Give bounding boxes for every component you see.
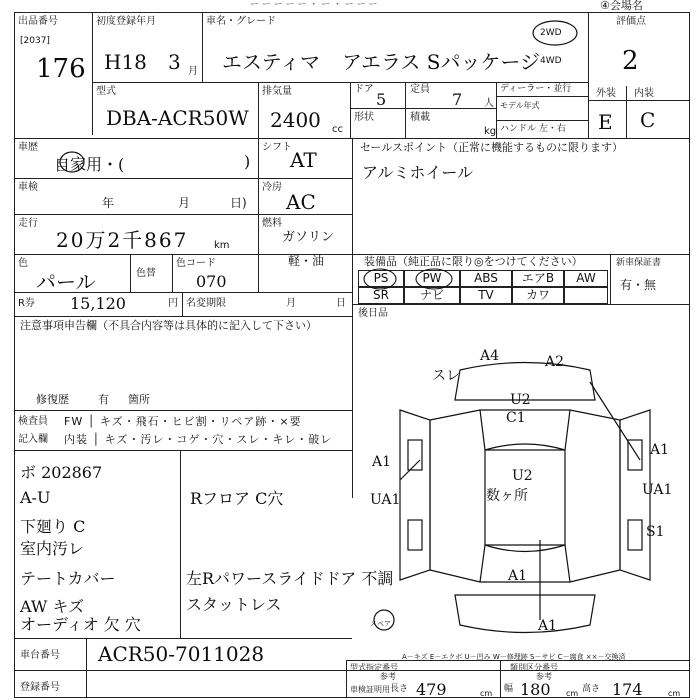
capacity-label: 定員 xyxy=(410,84,430,95)
equip-sr: SR xyxy=(358,287,404,304)
history-close: ) xyxy=(244,152,251,171)
mileage-value: 20万2千867 xyxy=(56,228,189,252)
model-grade: アエラス Sパッケージ xyxy=(342,50,541,74)
inspector-row2: 内装 │ キズ・汚レ・コゲ・穴・スレ・キレ・破レ xyxy=(64,433,333,446)
width-unit: cm xyxy=(566,689,579,698)
lot-sub-code: [2037] xyxy=(20,36,50,46)
header-top-text: ー ー ー ー ー ・ ー ・ ー ー ー xyxy=(250,0,378,10)
aircon-label: 冷房 xyxy=(262,182,282,193)
width-value: 180 xyxy=(520,680,551,699)
mark-bottom-a1-2: A1 xyxy=(538,618,558,634)
inspection-year: 年 xyxy=(102,196,115,210)
chassis-value: ACR50-7011028 xyxy=(98,642,265,666)
inspection-month: 月 xyxy=(178,196,191,210)
repair-value: 有 xyxy=(98,393,109,406)
model-label: 車名・グレード xyxy=(206,16,276,27)
mark-top-a2: A2 xyxy=(545,354,565,370)
handle-label: ハンドル 左・右 xyxy=(500,124,566,134)
equipment-label: 装備品（純正品に限り◎をつけてください） xyxy=(364,255,583,268)
mark-left-a1: A1 xyxy=(372,454,392,470)
first-registration-year: H18 xyxy=(104,50,147,74)
mileage-unit: km xyxy=(214,240,230,251)
model-year-label: モデル年式 xyxy=(500,101,540,110)
drive-4wd: 4WD xyxy=(540,56,562,66)
inspection-day: 日) xyxy=(230,196,247,210)
equip-pw: PW xyxy=(404,270,460,287)
color-value: パール xyxy=(36,270,96,294)
first-registration-month: 3 xyxy=(168,50,181,74)
aircon-value: AC xyxy=(286,190,316,214)
car-damage-diagram xyxy=(360,330,690,650)
mark-right-s1: S1 xyxy=(646,524,665,540)
displacement-unit: cc xyxy=(332,124,343,135)
length-unit: cm xyxy=(480,689,493,698)
remark-right-3: スタットレス xyxy=(186,595,282,614)
mark-top-scratch: スレ xyxy=(432,368,460,384)
notes-label: 注意事項申告欄（不具合内容等は具体的に記入して下さい） xyxy=(20,319,317,332)
drive-circle-mark xyxy=(530,18,580,48)
first-registration-month-unit: 月 xyxy=(188,66,198,77)
exterior-grade-label: 外装 xyxy=(596,88,616,99)
mark-roof-u2: U2 xyxy=(510,392,531,408)
capacity-unit: 人 xyxy=(484,98,494,109)
remark-left-5: テートカバー xyxy=(20,569,116,588)
exterior-grade: E xyxy=(598,110,613,134)
color-code: 070 xyxy=(196,272,227,291)
width-label: 幅 xyxy=(504,684,514,694)
load-label: 積載 xyxy=(410,112,430,123)
inspector-row1: FW │ キズ・飛石・ヒビ割・リペア跡・×要 xyxy=(64,415,302,428)
type-designation-label: 型式指定番号 xyxy=(350,663,398,672)
length-label: 長さ xyxy=(390,684,409,694)
history-label: 車歴 xyxy=(18,142,38,153)
equipment-circle-marks xyxy=(360,266,470,292)
score-label: 評価点 xyxy=(616,16,646,27)
type-code-label: 型式 xyxy=(96,86,116,97)
shape-label: 形状 xyxy=(354,112,374,123)
equip-airbag: エアB xyxy=(512,270,564,287)
remark-left-6: AW キズ xyxy=(20,597,85,616)
cert-label: 車検証明用 xyxy=(350,685,390,694)
repair-place: 箇所 xyxy=(128,393,150,406)
height-value: 174 xyxy=(612,680,643,699)
equip-tv: TV xyxy=(460,287,512,304)
doors-value: 5 xyxy=(376,90,387,109)
fuel-label: 燃料 xyxy=(262,218,282,229)
remark-right-1: Rフロア C穴 xyxy=(190,489,284,508)
registration-no-label: 登録番号 xyxy=(20,682,60,693)
repair-label: 修復歴 xyxy=(36,393,69,406)
mark-right-ua1: UA1 xyxy=(642,482,673,498)
remark-left-4: 室内汚レ xyxy=(20,539,85,558)
spare-label: スペア xyxy=(370,620,391,628)
type-designation-ref: 参考 xyxy=(380,672,396,681)
interior-grade: C xyxy=(640,108,656,132)
history-circle-mark xyxy=(58,150,86,174)
recycle-value: 15,120 xyxy=(70,294,126,313)
shift-label: シフト xyxy=(262,142,292,153)
height-unit: cm xyxy=(668,689,681,698)
inspector-entry-label: 記入欄 xyxy=(18,434,48,445)
length-value: 479 xyxy=(416,680,447,699)
shift-value: AT xyxy=(290,148,317,172)
remark-left-1: ボ 202867 xyxy=(20,463,103,482)
color-change-label: 色替 xyxy=(136,268,156,279)
color-label: 色 xyxy=(18,258,28,269)
remark-left-3: 下廻り C xyxy=(20,517,86,536)
new-car-warranty-value: 有・無 xyxy=(620,278,657,292)
fuel-value: ガソリン xyxy=(282,230,335,245)
chassis-label: 車台番号 xyxy=(20,650,60,661)
interior-grade-label: 内装 xyxy=(634,88,654,99)
displacement-value: 2400 xyxy=(270,108,321,132)
recycle-unit: 円 xyxy=(168,298,178,309)
inspection-label: 車検 xyxy=(18,182,38,193)
equip-abs: ABS xyxy=(460,270,512,287)
new-car-warranty-label: 新車保証書 xyxy=(616,258,662,268)
fuel-options: 軽・油 xyxy=(288,254,325,268)
equip-leather: カワ xyxy=(512,287,564,304)
mark-right-a1: A1 xyxy=(650,442,670,458)
displacement-label: 排気量 xyxy=(262,86,292,97)
color-code-label: 色コード xyxy=(176,258,216,269)
venue-label: ④会場名 xyxy=(600,0,643,12)
capacity-value: 7 xyxy=(452,90,463,109)
remark-right-2: 左Rパワースライドドア 不調 xyxy=(186,569,394,588)
category-ref: 参考 xyxy=(536,672,552,681)
category-label: 類別区分番号 xyxy=(510,663,558,672)
damage-legend: A－キズ E－エクボ U－凹み W－修理跡 S－サビ C－腐食 ××－交換済 xyxy=(402,653,626,661)
equip-ps: PS xyxy=(358,270,404,287)
type-code-value: DBA-ACR50W xyxy=(106,106,249,130)
equip-empty xyxy=(564,287,608,304)
equip-aw: AW xyxy=(564,270,608,287)
remark-left-7: オーディオ 欠 穴 xyxy=(20,615,141,634)
remark-left-2: A-U xyxy=(20,488,51,507)
dealer-label: ディーラー・並行 xyxy=(500,84,572,94)
mark-roof-c1: C1 xyxy=(506,410,526,426)
doors-label: ドア xyxy=(354,84,374,95)
lot-label: 出品番号 xyxy=(18,16,58,27)
mark-bottom-a1: A1 xyxy=(508,568,528,584)
mark-top-a4: A4 xyxy=(480,348,500,364)
mark-left-ua1: UA1 xyxy=(370,492,401,508)
score-value: 2 xyxy=(622,46,639,76)
mark-center-u2: U2 xyxy=(512,468,533,484)
name-change-label: 名変期限 xyxy=(186,298,226,309)
model-name: エスティマ xyxy=(222,50,320,74)
mileage-label: 走行 xyxy=(18,218,38,229)
recycle-label: R券 xyxy=(18,298,35,309)
inspector-label: 検査員 xyxy=(18,416,48,427)
sales-points-label: セールスポイント（正常に機能するものに限ります） xyxy=(360,141,624,154)
name-change-month: 月 xyxy=(286,298,296,309)
load-unit: kg xyxy=(484,126,497,137)
name-change-day: 日 xyxy=(336,298,346,309)
first-registration-label: 初度登録年月 xyxy=(96,16,156,27)
post-date-label: 後日品 xyxy=(358,308,388,319)
sales-points-value: アルミホイール xyxy=(362,163,474,182)
equip-navi: ナビ xyxy=(404,287,460,304)
drive-2wd: 2WD xyxy=(540,28,562,38)
lot-number: 176 xyxy=(36,54,86,84)
history-value: 自家用・( xyxy=(54,155,125,174)
height-label: 高さ xyxy=(582,684,601,694)
mark-center-multi: 数ヶ所 xyxy=(486,488,528,504)
